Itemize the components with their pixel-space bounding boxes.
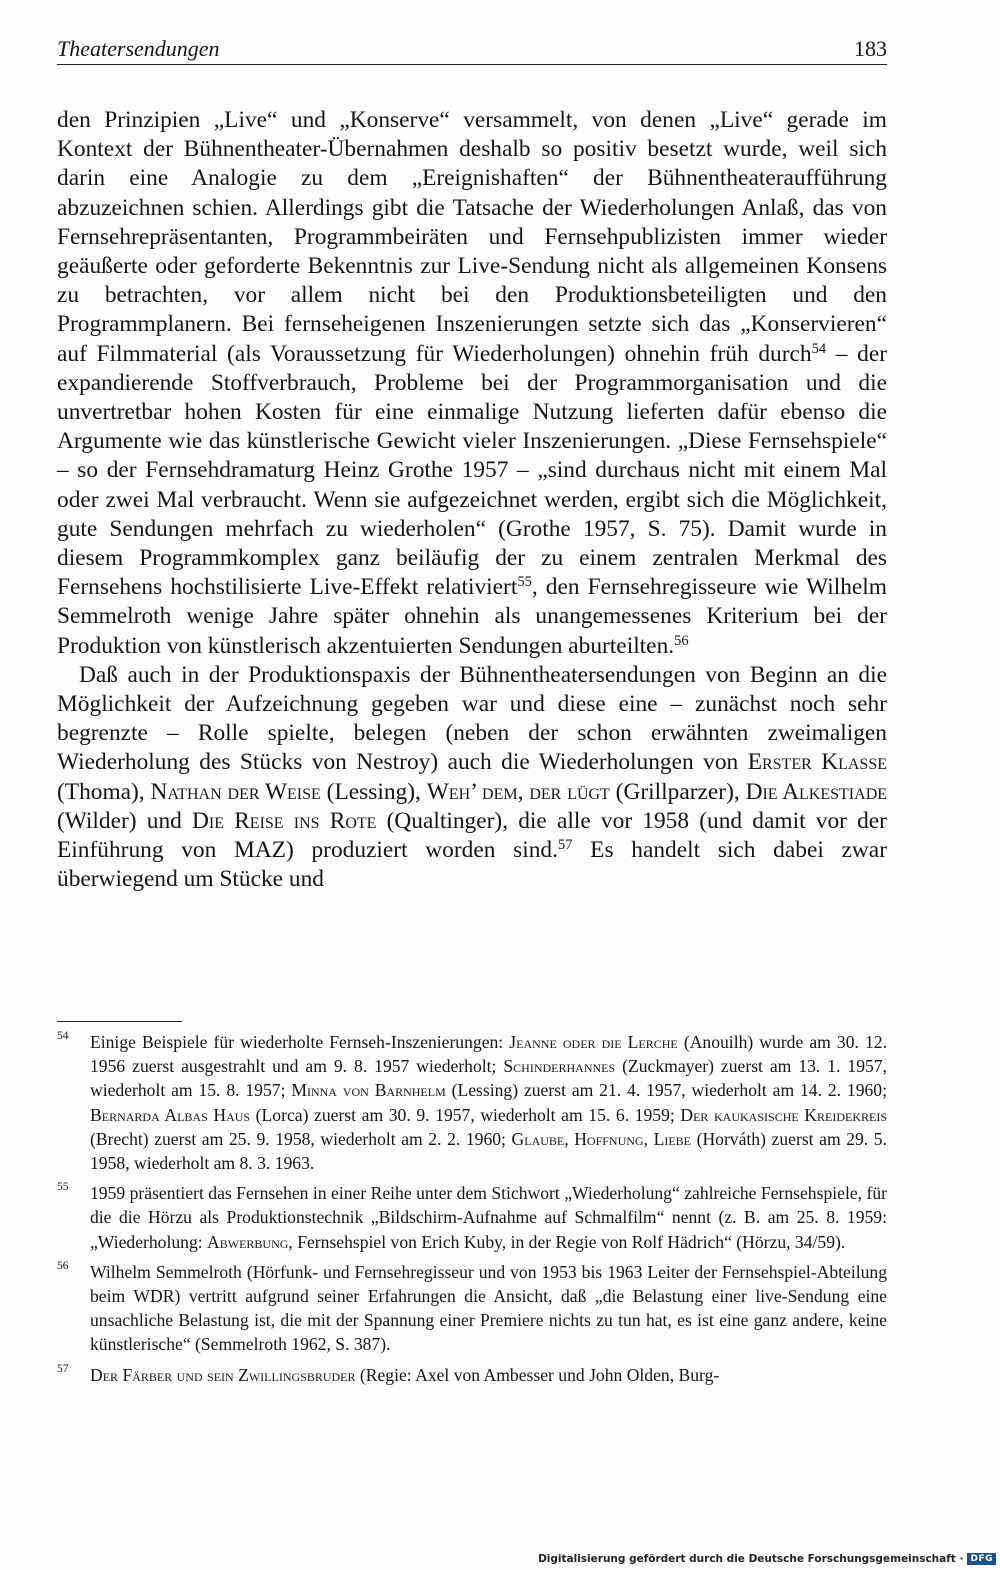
work-title: Die Reise ins Rote xyxy=(192,807,377,834)
work-title: Jeanne oder die Lerche xyxy=(509,1032,678,1052)
text-run: Einige Beispiele für wiederholte Fernseh-Inszenierungen: xyxy=(90,1032,510,1052)
paragraph-1 xyxy=(57,106,887,661)
text-run: Wilhelm Semmelroth (Hörfunk- und Fernsehregisseur und von 1953 bis 1963 Leiter der Fernsehspiel-Abteilung beim WDR) vertritt aufgrund seiner Erfahrungen die Ansicht, daß „die Belastung einer live-Sendung eine unsachliche Belastung ist, die mit der Spannung einer Premiere nichts zu tun hat, es ist eine ganz andere, keine künstlerische“ (Semmelroth 1962, S. 387). xyxy=(90,1261,887,1355)
work-title: Schinderhannes xyxy=(503,1056,616,1077)
digitization-note: Digitalisierung gefördert durch die Deutsche Forschungsgemeinschaft · xyxy=(538,1553,964,1565)
text-run: , den Fernsehregisseure wie Wilhelm Semmelroth wenige Jahre später ohnehin als unangemessenes Kriterium bei der Produktion von künstlerisch akzentuierten Sendungen aburteilten. xyxy=(57,574,887,659)
text-run: (Qualtinger), die alle vor 1958 (und damit vor der Einführung von MAZ) produziert worden sind. xyxy=(57,807,887,864)
footnote-55 xyxy=(57,1181,887,1254)
text-run: (Grillparzer), xyxy=(609,778,746,805)
footnotes xyxy=(57,1030,887,1393)
text-run: den Prinzipien „Live“ und „Konserve“ versammelt, von denen „Live“ gerade im Kontext der Bühnentheater-Übernahmen deshalb so positiv besetzt wurde, weil sich darin eine Analogie zu dem „Ereignishaften“ der Bühnentheateraufführung abzuzeichnen schien. Allerdings gibt die Tatsache der Wiederholungen Anlaß, das von Fernsehrepräsentanten, Programmbeiräten und Fernsehpublizisten immer wieder geäußerte oder geforderte Bekenntnis zur Live-Sendung nicht als allgemeinen Konsens zu betrachten, vor allem nicht bei den Produktionsbeteiligten und den Programmplanern. Bei fernseheigenen Inszenierungen setzte sich das „Konservieren“ auf Filmmaterial (als Voraussetzung für Wiederholungen) ohnehin früh durch xyxy=(57,107,887,367)
work-title: Nathan der Weise xyxy=(150,778,321,805)
text-run: (Regie: Axel von Ambesser und John Olden, Burg- xyxy=(355,1364,720,1385)
text-run: (Anouilh) wurde am 30. 12. 1956 zuerst ausgestrahlt und am 9. 8. 1957 wiederholt; xyxy=(90,1032,887,1077)
work-title: Weh’ dem, der lügt xyxy=(426,778,610,805)
text-run: Daß auch in der Produktionspaxis der Bühnentheatersendungen von Beginn an die Möglichkeit der Aufzeichnung gegeben war und diese eine – zunächst noch sehr begrenzte – Rolle spielte, belegen (neben der schon erwähnten zweimaligen Wiederholung des Stücks von Nestroy) auch die Wiederholungen von xyxy=(57,661,887,776)
text-run: (Lorca) zuerst am 30. 9. 1957, wiederholt am 15. 6. 1959; xyxy=(250,1104,681,1125)
text-run: (Thoma), xyxy=(57,778,151,805)
text-run: (Lessing), xyxy=(320,778,427,805)
footnote-rule xyxy=(57,1021,182,1022)
text-run: Es handelt sich dabei zwar überwiegend um Stücke und xyxy=(57,837,887,893)
work-title: Der kaukasische Kreidekreis xyxy=(680,1104,888,1125)
work-title: Bernarda Albas Haus xyxy=(90,1104,251,1125)
work-title: Glaube, Hoffnung, Liebe xyxy=(511,1128,691,1149)
work-title: Minna von Barnhelm xyxy=(291,1080,446,1101)
text-run: 1959 präsentiert das Fernsehen in einer Reihe unter dem Stichwort „Wiederholung“ zahlreiche Fernsehspiele, für die die Hörzu als Produktionstechnik „Bildschirm-Aufnahme auf Schmalfilm“ nennt (z. B. am 25. 8. 1959: „Wiederholung: xyxy=(90,1183,887,1252)
footnote-number: 55 xyxy=(57,1181,69,1194)
dfg-logo: DFG xyxy=(967,1553,996,1565)
text-run: , Fernsehspiel von Erich Kuby, in der Regie von Rolf Hädrich“ (Hörzu, 34/59). xyxy=(288,1231,846,1252)
footnote-57 xyxy=(57,1363,887,1387)
footnote-ref-55[interactable]: 55 xyxy=(517,574,532,591)
footnote-54 xyxy=(57,1030,887,1175)
work-title: Die Alkestiade xyxy=(745,778,888,805)
main-text xyxy=(57,106,887,894)
running-head xyxy=(57,36,887,66)
footnote-number: 56 xyxy=(57,1259,69,1272)
text-run: – der expandierende Stoffverbrauch, Probleme bei der Programmorganisation und die unvertretbar hohen Kosten für eine einmalige Nutzung lieferten dafür ebenso die Argumente wie das künstlerische Gewicht vieler Inszenierungen. „Diese Fernsehspiele“ – so der Fernsehdramaturg Heinz Grothe 1957 – „sind durchaus nicht mit einem Mal oder zwei Mal verbraucht. Wenn sie aufgezeichnet werden, ergibt sich die Möglichkeit, gute Sendungen mehrfach zu wiederholen“ (Grothe 1957, S. 75). Damit wurde in diesem Programmkomplex ganz beiläufig der zu einem zentralen Merkmal des Fernsehens hochstilisierte Live-Effekt relativiert xyxy=(57,340,887,601)
work-title: Abwerbung xyxy=(207,1231,289,1252)
footnote-ref-56[interactable]: 56 xyxy=(674,632,689,649)
digitization-banner xyxy=(538,1551,996,1567)
paragraph-2 xyxy=(57,661,887,895)
header-rule xyxy=(57,64,887,65)
work-title: Erster Klasse xyxy=(747,749,887,776)
page-number: 183 xyxy=(854,36,887,61)
footnote-ref-57[interactable]: 57 xyxy=(557,837,573,854)
work-title: Der Färber und sein Zwillingsbruder xyxy=(90,1364,356,1385)
text-run: (Horváth) zuerst am 29. 5. 1958, wiederholt am 8. 3. 1963. xyxy=(90,1128,887,1174)
footnote-56 xyxy=(57,1260,887,1357)
running-title: Theatersendungen xyxy=(57,36,220,61)
footnote-ref-54[interactable]: 54 xyxy=(811,340,827,357)
text-run: (Wilder) und xyxy=(57,807,193,834)
text-run: (Lessing) zuerst am 21. 4. 1957, wiederholt am 14. 2. 1960; xyxy=(445,1080,887,1101)
text-run: (Brecht) zuerst am 25. 9. 1958, wiederholt am 2. 2. 1960; xyxy=(90,1128,512,1149)
text-run: (Zuckmayer) zuerst am 13. 1. 1957, wiederholt am 15. 8. 1957; xyxy=(90,1056,887,1101)
footnote-number: 57 xyxy=(57,1362,69,1375)
footnote-number: 54 xyxy=(57,1030,69,1042)
